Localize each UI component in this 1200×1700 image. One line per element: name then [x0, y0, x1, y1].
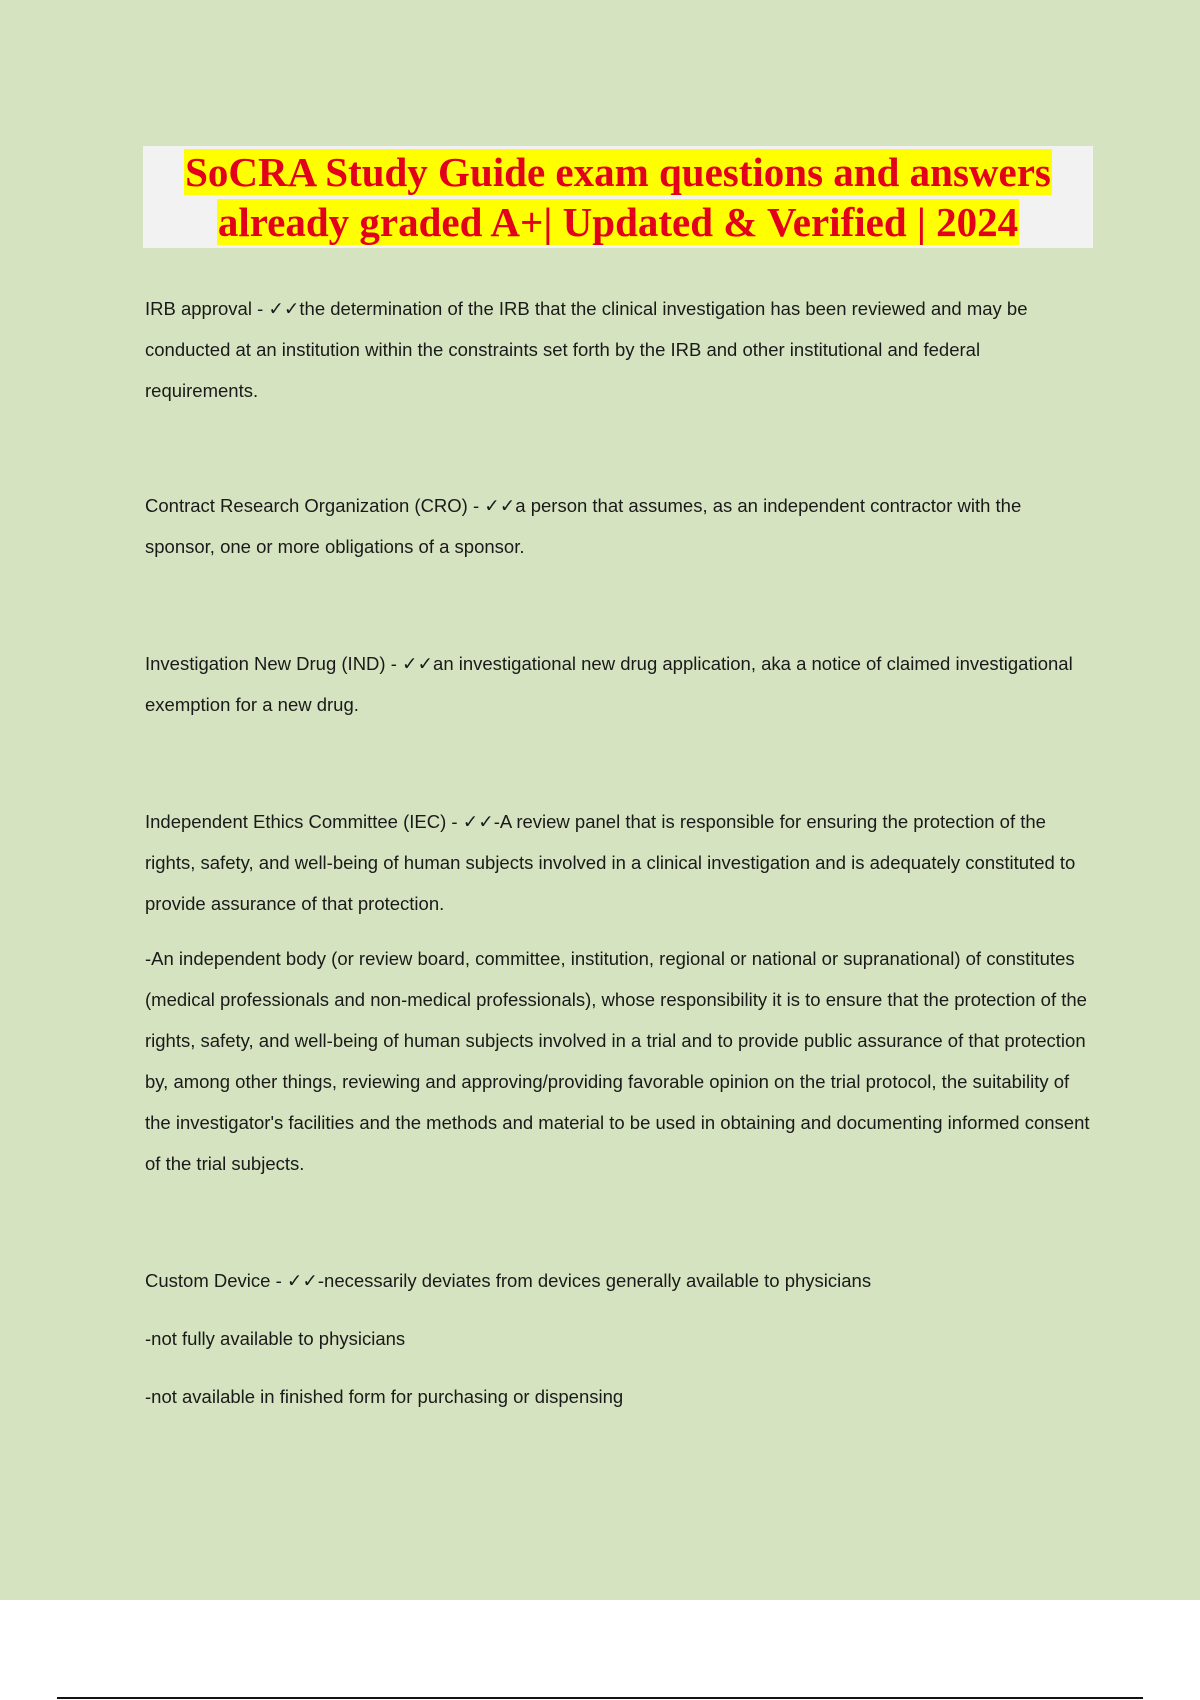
footer-divider	[57, 1697, 1143, 1699]
entry-irb-approval: IRB approval - ✓✓the determination of the IRB that the clinical investigation has been reviewed and may be conducted at an institution within the constraints set forth by the IRB and other institutional and federal requirements.	[145, 298, 1028, 401]
entry-custom-device-line: -not fully available to physicians	[145, 1328, 406, 1349]
document-title	[143, 146, 1093, 247]
entry-custom-device-line: -not available in finished form for purchasing or dispensing	[145, 1386, 624, 1407]
title-line-1: SoCRA Study Guide exam questions and answers	[185, 149, 1051, 195]
entry-custom-device: Custom Device - ✓✓-necessarily deviates from devices generally available to physicians	[145, 1270, 872, 1291]
entry-ind: Investigation New Drug (IND) - ✓✓an investigational new drug application, aka a notice of claimed investigational exemption for a new drug.	[145, 653, 1073, 715]
entry-cro: Contract Research Organization (CRO) - ✓✓a person that assumes, as an independent contractor with the sponsor, one or more obligations of a sponsor.	[145, 495, 1022, 557]
entry-iec-continuation: -An independent body (or review board, committee, institution, regional or national or supranational) of constitutes (medical professionals and non-medical professionals), whose responsibility it is to ensure that the protection of the rights, safety, and well-being of human subjects involved in a trial and to provide public assurance of that protection by, among other things, reviewing and approving/providing favorable opinion on the trial protocol, the suitability of the investigator's facilities and the methods and material to be used in obtaining and documenting informed consent of the trial subjects.	[145, 948, 1090, 1174]
study-guide-content	[145, 288, 1095, 1417]
entry-iec: Independent Ethics Committee (IEC) - ✓✓-A review panel that is responsible for ensuring the protection of the rights, safety, and well-being of human subjects involved in a clinical investigation and is adequately constituted to provide assurance of that protection.	[145, 811, 1076, 914]
title-line-2: already graded A+| Updated & Verified | 2024	[217, 199, 1019, 245]
title-banner	[143, 146, 1093, 248]
